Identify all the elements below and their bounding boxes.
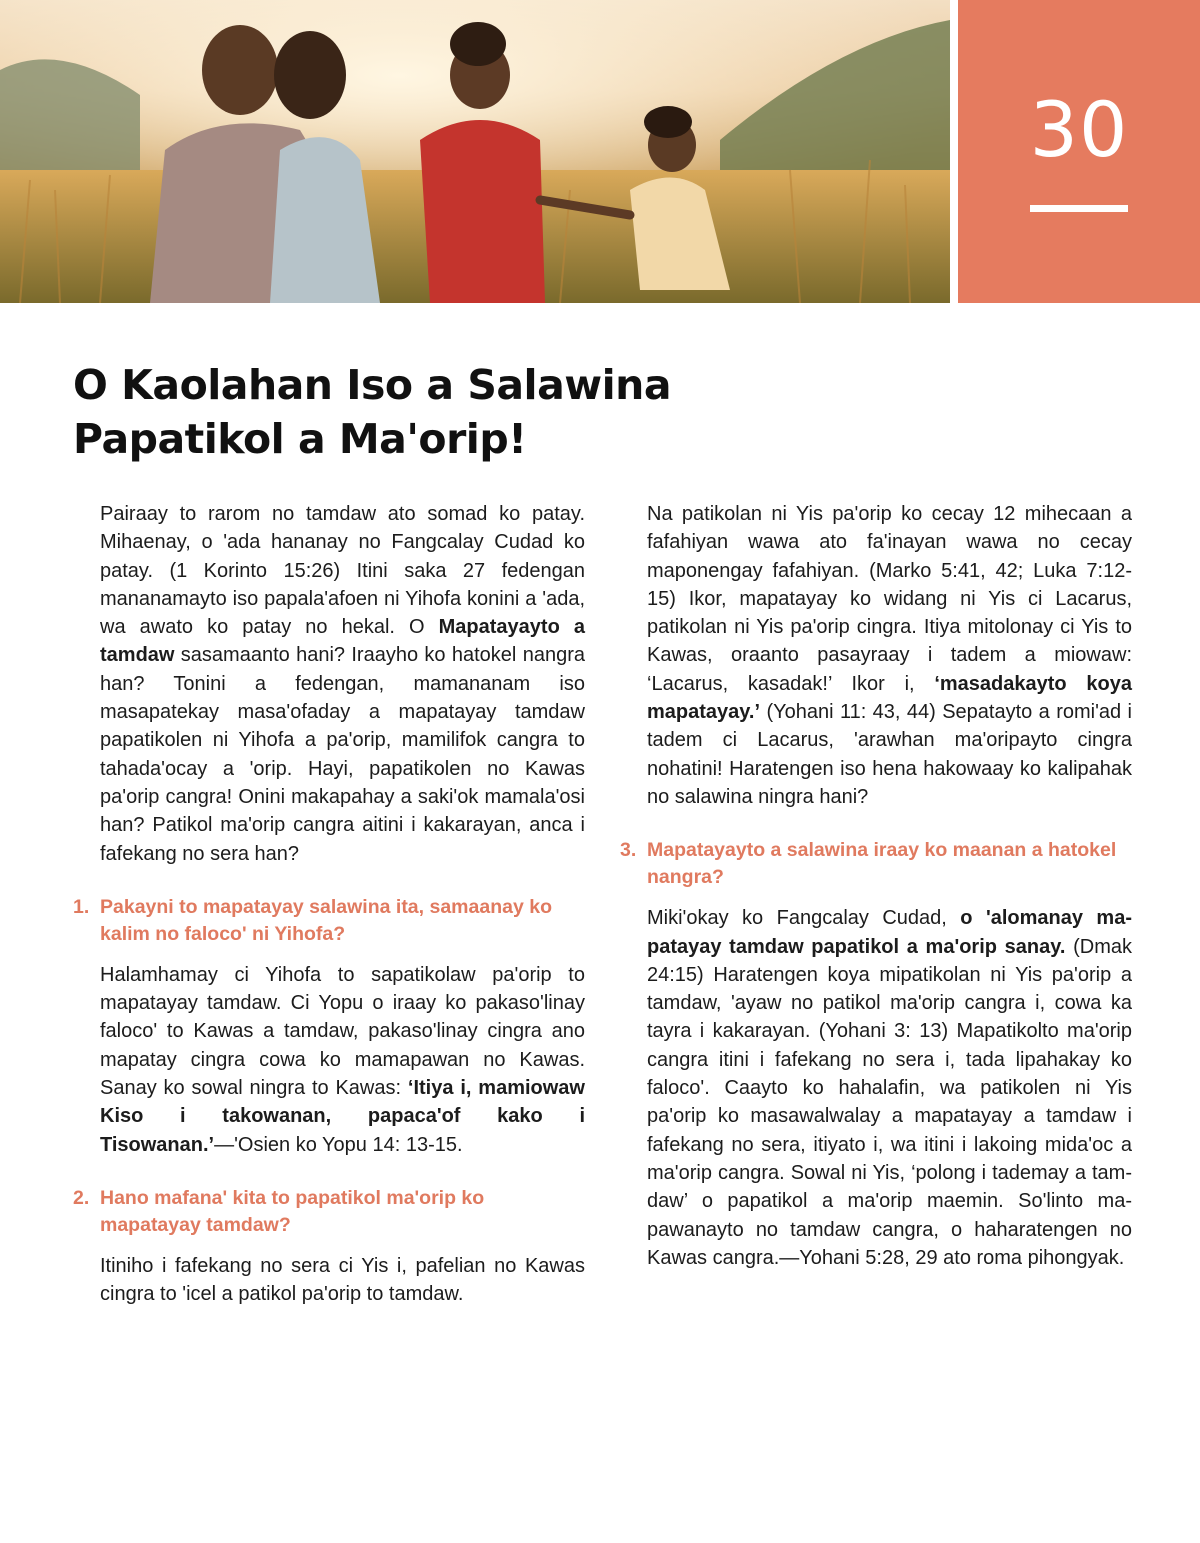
title-line-2: Papatikol a Ma'orip! — [73, 415, 527, 463]
q1-text-1: Halamhamay ci Yihofa to sapatikolaw pa'orip to mapatayay tamdaw. Ci Yopu o iraay ko pakaso'linay faloco' to Kawas a tamdaw, pakaso'linay cingra ano mapatay cingra cowa ko mamapawan no Kawas. Sanay ko sowal ningra to Kawas: — [100, 963, 585, 1100]
question-3-paragraph — [647, 904, 1132, 1272]
question-3-heading — [620, 837, 1132, 891]
intro-text-2: sasamaanto hani? Iraayho ko hatokel nangra han? Tonini a fedengan, mamananam iso masapatekay masa'ofaday a mapatayay tamdaw papatikolen ni Yihofa a pa'orip, mamilifok cangra to tahada'ocay a 'orip. Hayi, papatikolen no Kawas pa'orip cangra! Onini makapahay a saki'ok mamala'osi han? Patikol ma'orip cangra aitini i kakarayan, anca i fafekang no sera han? — [100, 644, 585, 865]
title-line-1: O Kaolahan Iso a Salawina — [73, 361, 672, 409]
intro-text-1: Pairaay to rarom no tamdaw ato somad ko patay. Mihaenay, o 'ada hananay no Fangcalay Cudad ko patay. (1 Korinto 15:26) Itini saka 27 fedengan mananamayto iso papala'afoen ni Yihofa konini a 'ada, wa awato ko patay no hekal. O — [100, 503, 585, 639]
q3-text-2: (Dmak 24:15) Haratengen koya mipatikolan ni Yis pa'orip a tamdaw, 'ayaw no patikol ma'orip cangra i, cowa ka tayra i kakarayan. (Yohani 3: 13) Mapatikolto ma'orip cangra itini i fafekang no sera i, tada lipahakay ko faloco'. Caayto ko hahalafin, wa patikolen ni Yis pa'orip ko masawalwalay a mapatayay a tamdaw i fafekang no sera, itiyato i, wa itini i lakoing mida'oc a ma'orip cangra. Sowal ni Yis, ‘polong i tademay a tamdaw’ o papatikol a ma'orip maemin. So'linto mapawanayto no tamdaw cangra, o haharatengen no Kawas cangra.—Yohani 5:28, 29 ato roma pihongyak. — [647, 935, 1132, 1269]
question-1-text: Pakayni to mapatayay salawina ita, samaanay ko kalim no faloco' ni Yihofa? — [100, 895, 552, 945]
q2-bold-1: ‘masadakayto koya mapatayay.’ — [647, 672, 1132, 724]
question-1-paragraph — [100, 961, 585, 1159]
question-3-number: 3. — [620, 839, 637, 862]
question-3-text: Mapatayayto a salawina iraay ko maanan a hatokel nangra? — [647, 839, 1117, 889]
intro-paragraph — [100, 500, 585, 868]
hero-photo — [0, 0, 950, 303]
q1-text-2: —'Osien ko Yopu 14: 13-15. — [214, 1133, 463, 1156]
lesson-number: 30 — [1029, 85, 1129, 174]
q2-text-right-2: (Yohani 11: 43, 44) Sepatayto a romi'ad i tadem ci Lacarus, 'arawhan ma'oripayto cingra nohatini! Haratengen iso hena hakowaay ko kalipahak no salawina ningra hani? — [647, 701, 1132, 808]
question-2-heading — [73, 1185, 585, 1239]
question-2-paragraph-continued — [647, 500, 1132, 811]
family-in-field-photo — [0, 0, 950, 303]
intro-bold-1: Mapatayayto a tamdaw — [100, 616, 585, 667]
q3-text-1: Miki'okay ko Fangcalay Cudad, — [647, 907, 961, 930]
left-column — [73, 500, 585, 1309]
question-2-paragraph-start: Itiniho i fafekang no sera ci Yis i, pafelian no Kawas cingra to 'icel a patikol pa'orip to tamdaw. — [100, 1254, 585, 1306]
page-title — [73, 358, 873, 466]
question-2-number: 2. — [73, 1186, 90, 1209]
q2-text-right-1: Na patikolan ni Yis pa'orip ko cecay 12 mihecaan a fafahiyan wawa ato fa'inayan wawa no cecay maponengay fafahiyan. (Marko 5:41, 42; Luka 7:12-15) Ikor, mapatayay ko widang ni Yis ci Lacarus, patikolan ni Yis pa'orip cingra. Itiya mitolonay ci Yis to Kawas, oraanto pasayraay i tadem a miowaw: ‘Lacarus, kasadak!’ Ikor i, — [647, 503, 1132, 695]
q1-bold-1: ‘Itiya i, mamiowaw Kiso i takowanan, papaca'of kako i Tisowanan.’ — [100, 1077, 585, 1156]
question-2-text: Hano mafana' kita to papatikol ma'orip ko mapatayay tamdaw? — [100, 1186, 485, 1236]
right-column — [620, 500, 1132, 1272]
question-1-number: 1. — [73, 895, 90, 918]
q3-bold-1: o 'alomanay mapatayay tamdaw papatikol a ma'orip sanay. — [647, 907, 1132, 958]
question-1-heading — [73, 894, 585, 948]
lesson-number-panel — [958, 0, 1200, 303]
lesson-number-underline — [1030, 205, 1128, 212]
